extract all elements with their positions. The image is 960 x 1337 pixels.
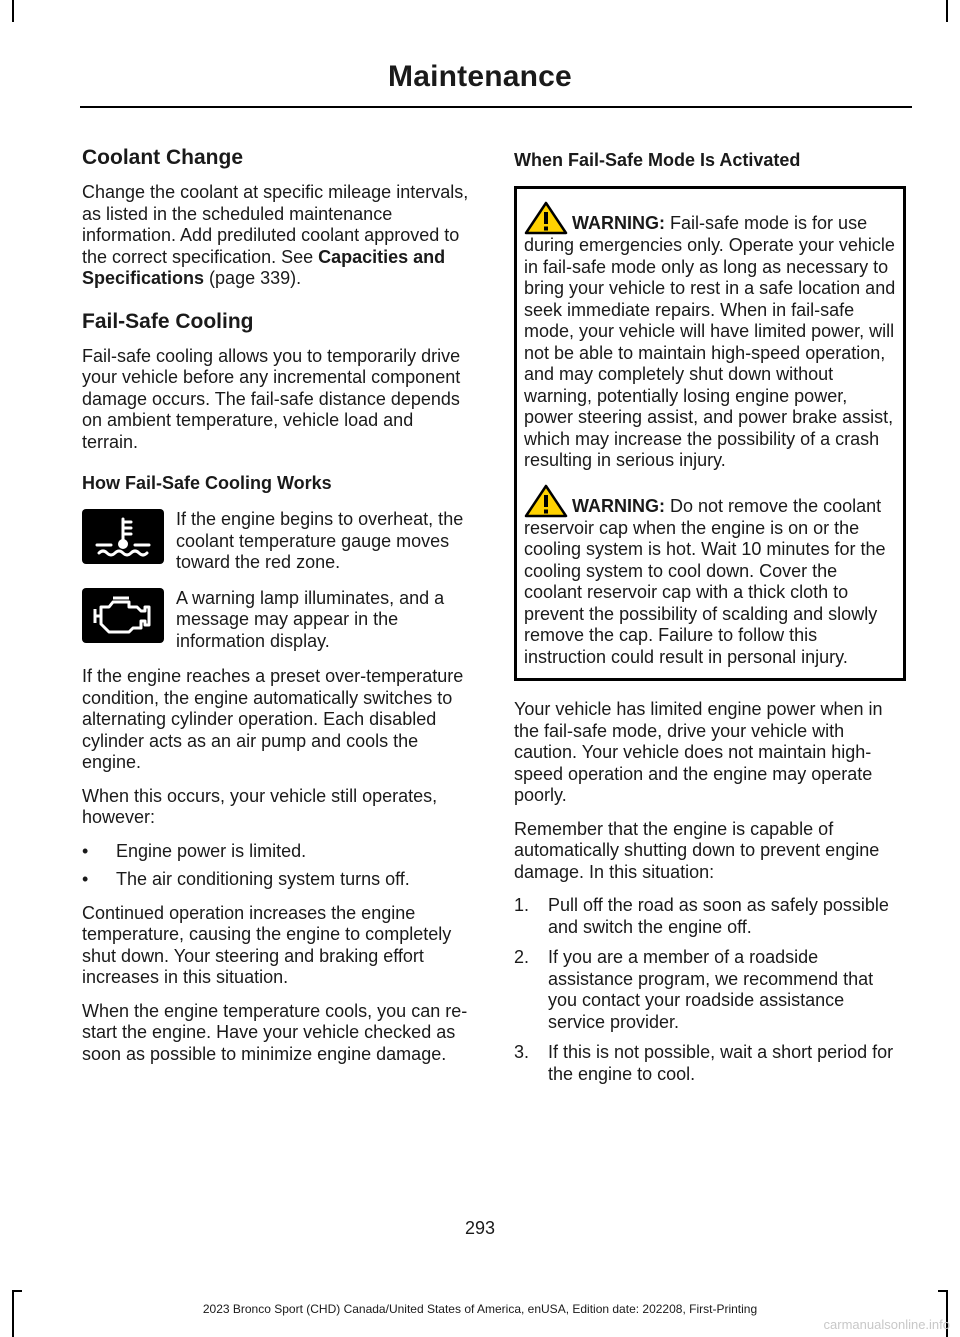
shutdown-paragraph: Remember that the engine is capable of automatically shutting down to prevent engine damage. In this situation: [514,818,880,882]
list-item [514,895,906,938]
check-engine-text: A warning lamp illuminates, and a message may appear in the information display. [176,587,445,651]
coolant-change-heading: Coolant Change [82,146,243,169]
restart-paragraph: When the engine temperature cools, you can re-start the engine. Have your vehicle checked as soon as possible to minimize engine damage. [82,1000,468,1064]
coolant-temperature-icon [82,509,164,564]
coolant-change-body [82,182,474,290]
coolant-change-text: Change the coolant at specific mileage intervals, as listed in the scheduled maintenance information. Add prediluted coolant approved to the correct specification. See [82,182,469,267]
step-text: If you are a member of a roadside assistance program, we recommend that you contact your roadside assistance service provider. [548,947,874,1032]
warning-box [514,186,906,681]
crop-mark-top-left [12,0,14,22]
warning-reservoir-cap [524,484,896,669]
list-item [514,1042,906,1085]
over-temp-paragraph: If the engine reaches a preset over-temperature condition, the engine automatically switches to alternating cylinder operation. Each disabled cylinder acts as an air pump and cools the engine. [82,666,464,772]
step-number: 1. [514,895,530,915]
warning-label: WARNING: [572,213,665,233]
warning-label: WARNING: [572,495,665,516]
list-item [82,869,474,891]
coolant-temp-row [82,509,474,574]
capacities-specs-link[interactable]: Capacities and Specifications [82,246,446,288]
list-item [514,947,906,1033]
how-it-works-heading: How Fail-Safe Cooling Works [82,473,332,493]
coolant-change-page-ref: (page 339). [204,268,302,288]
failsafe-cooling-body: Fail-safe cooling allows you to temporarily drive your vehicle before any incremental component damage occurs. The fail-safe distance depends on ambient temperature, vehicle load and terrain. [82,345,461,452]
still-operates-paragraph: When this occurs, your vehicle still operates, however: [82,785,438,827]
continued-operation-paragraph: Continued operation increases the engine temperature, causing the engine to completely shut down. Your steering and braking effort increases in this situation. [82,902,452,987]
warning-text: Fail-safe mode is for use during emergencies only. Operate your vehicle in fail-safe mode only as long as necessary to bring your vehicle to rest in a safe location and seek immediate repairs. When in fail-safe mode, your vehicle will have limited power, will not be able to maintain high-speed operation, and may completely shut down without warning, potentially losing engine power, power steering assist, and power brake assist, which may increase the possibility of a crash resulting in serious injury. [524,213,896,470]
step-number: 2. [514,947,530,967]
limited-power-paragraph: Your vehicle has limited engine power when in the fail-safe mode, drive your vehicle with caution. Your vehicle does not maintain high-speed operation and the engine may operate poorly. [514,699,883,805]
list-item-text: Engine power is limited. [116,840,307,861]
failsafe-cooling-heading: Fail-Safe Cooling [82,309,254,333]
right-column [514,140,906,1094]
failsafe-mode-heading: When Fail-Safe Mode Is Activated [514,150,801,170]
list-item-text: The air conditioning system turns off. [116,869,410,889]
list-item [82,841,474,863]
left-column [82,140,474,1077]
step-text: Pull off the road as soon as safely possible and switch the engine off. [548,895,889,937]
check-engine-row [82,588,474,653]
steps-list [514,895,906,1085]
effects-list [82,841,474,891]
page-title: Maintenance [388,60,572,93]
warning-triangle-icon [524,484,568,518]
step-text: If this is not possible, wait a short period for the engine to cool. [548,1042,894,1084]
warning-failsafe [524,201,896,472]
page-number: 293 [464,1218,496,1238]
bullet-glyph: • [82,869,89,889]
warning-triangle-icon [524,201,568,235]
step-number: 3. [514,1042,530,1062]
warning-text: Do not remove the coolant reservoir cap when the engine is on or the cooling system is hot. Wait 10 minutes for the cooling system to cool down. Cover the coolant reservoir cap with a thick cloth to prevent the possibility of scalding and slowly remove the cap. Failure to follow this instruction could result in personal injury. [524,495,886,667]
watermark: carmanualsonline.info [823,1317,950,1332]
check-engine-icon [82,588,164,643]
header-divider [80,106,912,108]
bullet-glyph: • [82,840,89,861]
crop-mark-top-right [946,0,948,22]
crop-mark-bottom-right-h [938,1290,948,1292]
coolant-temp-text: If the engine begins to overheat, the coolant temperature gauge moves toward the red zone. [176,509,464,572]
edition-footer: 2023 Bronco Sport (CHD) Canada/United States of America, enUSA, Edition date: 202208, First-Printing [202,1302,758,1316]
crop-mark-bottom-left-h [12,1290,22,1292]
